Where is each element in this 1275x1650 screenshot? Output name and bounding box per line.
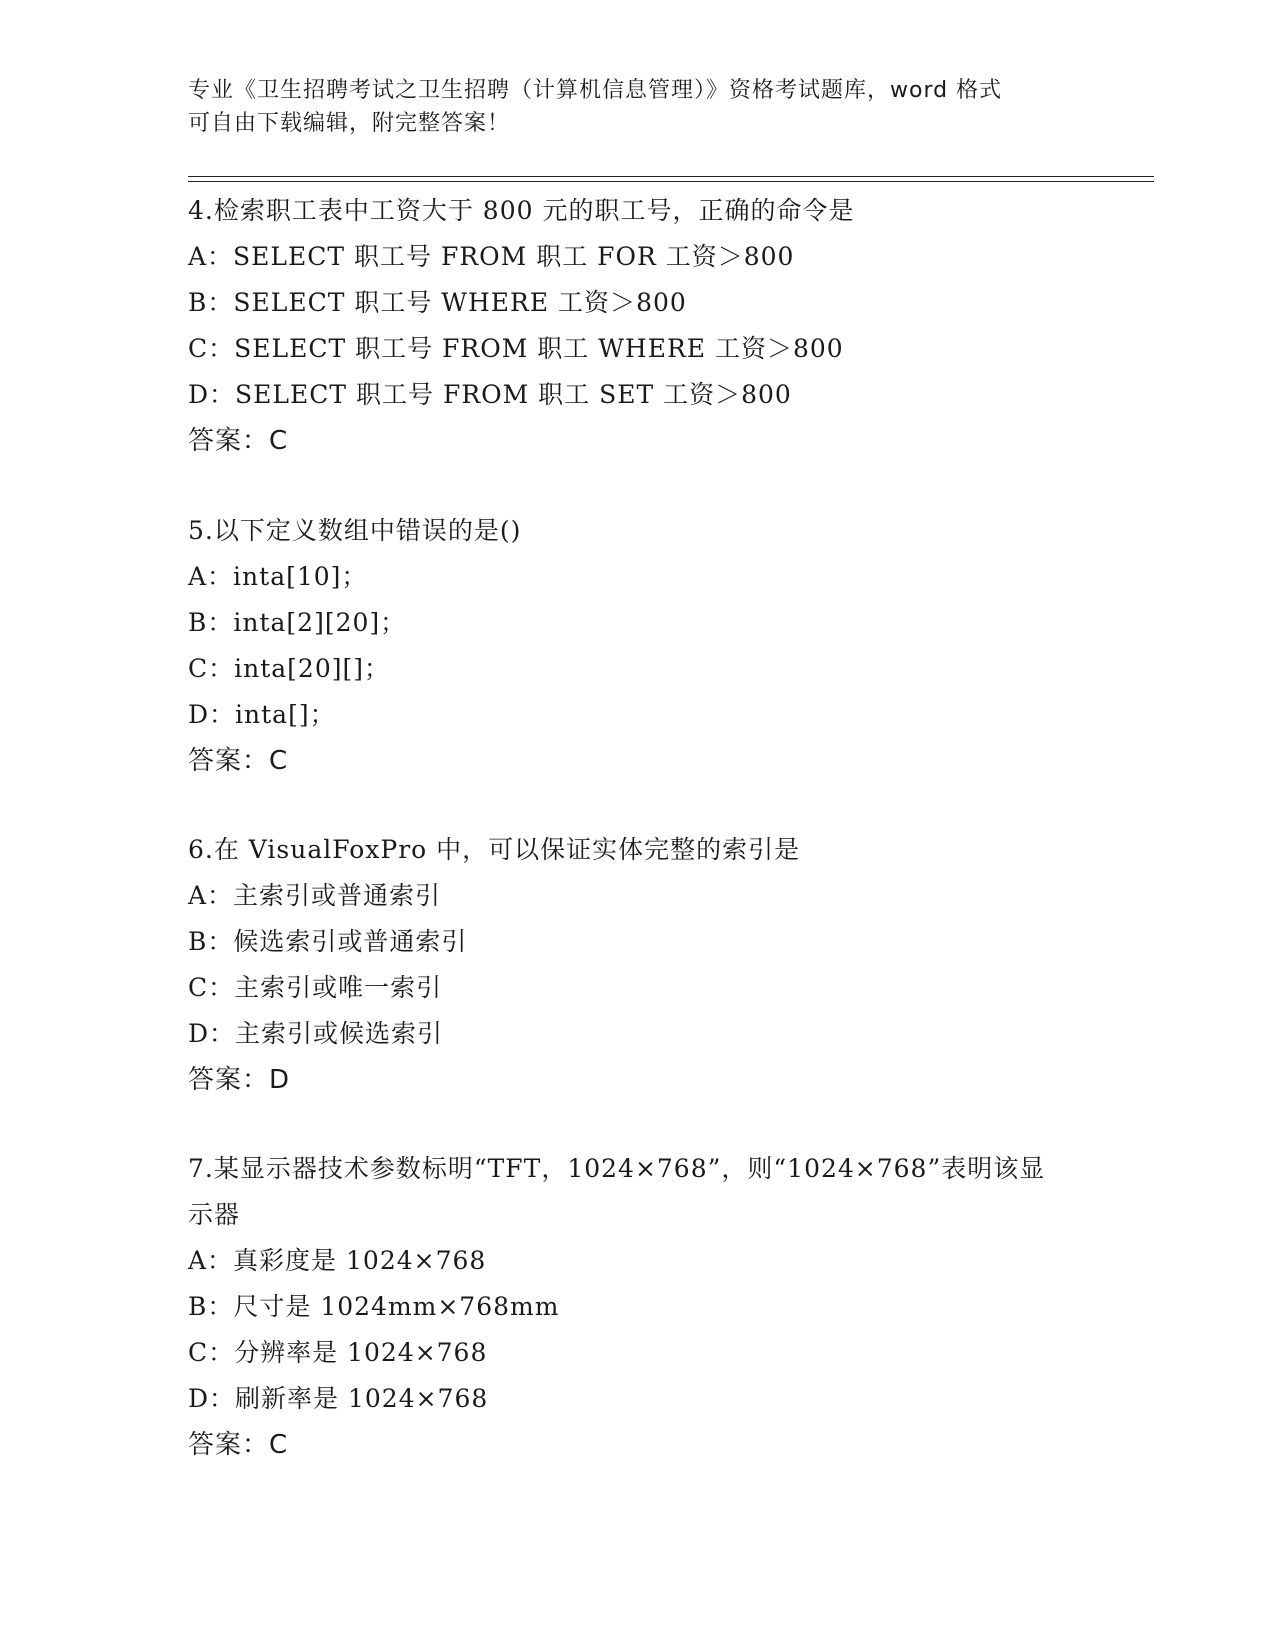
option-a: A：SELECT 职工号 FROM 职工 FOR 工资＞800 xyxy=(188,242,795,271)
option-d: D：SELECT 职工号 FROM 职工 SET 工资＞800 xyxy=(188,380,792,409)
header-divider-bottom xyxy=(188,181,1154,182)
option-b: B：inta[2][20]； xyxy=(188,608,407,637)
question-4 xyxy=(188,188,1088,464)
option-d: D：inta[]； xyxy=(188,700,336,729)
option-a: A：主索引或普通索引 xyxy=(188,881,442,910)
question-7 xyxy=(188,1146,1088,1468)
option-a: A：真彩度是 1024×768 xyxy=(188,1246,487,1275)
answer-line: 答案：C xyxy=(188,746,289,776)
option-d: D：刷新率是 1024×768 xyxy=(188,1384,489,1413)
option-b: B：SELECT 职工号 WHERE 工资＞800 xyxy=(188,288,687,317)
answer-line: 答案：D xyxy=(188,1065,291,1095)
header-line-1: 专业《卫生招聘考试之卫生招聘（计算机信息管理）》资格考试题库，word 格式 xyxy=(188,78,1003,103)
answer-line: 答案：C xyxy=(188,1430,289,1460)
option-c: C：SELECT 职工号 FROM 职工 WHERE 工资＞800 xyxy=(188,334,844,363)
option-a: A：inta[10]； xyxy=(188,562,368,591)
option-c: C：分辨率是 1024×768 xyxy=(188,1338,488,1367)
question-stem: 6.在 VisualFoxPro 中，可以保证实体完整的索引是 xyxy=(188,835,801,864)
question-stem: 7.某显示器技术参数标明“TFT，1024×768”，则“1024×768”表明该显示器 xyxy=(188,1154,1046,1229)
header-line-2: 可自由下载编辑，附完整答案！ xyxy=(188,111,511,136)
question-stem: 5.以下定义数组中错误的是() xyxy=(188,516,522,545)
question-stem: 4.检索职工表中工资大于 800 元的职工号，正确的命令是 xyxy=(188,196,855,225)
option-b: B：尺寸是 1024mm×768mm xyxy=(188,1292,560,1321)
answer-line: 答案：C xyxy=(188,426,289,456)
option-d: D：主索引或候选索引 xyxy=(188,1019,444,1048)
document-header xyxy=(188,74,1088,140)
header-divider-top xyxy=(188,176,1154,177)
option-c: C：主索引或唯一索引 xyxy=(188,973,443,1002)
question-6 xyxy=(188,827,1088,1103)
question-5 xyxy=(188,508,1088,784)
option-b: B：候选索引或普通索引 xyxy=(188,927,468,956)
option-c: C：inta[20][]； xyxy=(188,654,391,683)
